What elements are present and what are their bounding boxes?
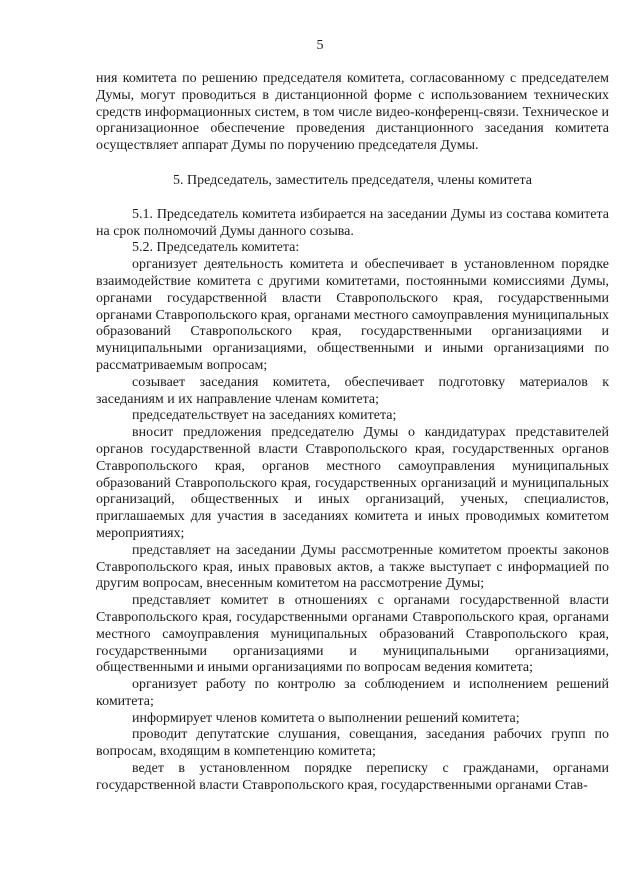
list-item: созывает заседания комитета, обеспечивает подготовку материалов к заседаниям и их направление членам комитета; [96,374,609,407]
list-item: председательствует на заседаниях комитета; [132,408,397,424]
list-item: ведет в установленном порядке переписку с гражданами, органами государственной власти Ставропольского края, государственными органами Став- [96,761,609,793]
list-item: представляет на заседании Думы рассмотренные комитетом проекты законов Ставропольского края, иных правовых актов, а также выступает с информацией по другим вопросам, внесенным комитетом на рассмотрение Думы; [96,542,609,592]
list-item: организует работу по контролю за соблюдением и исполнением решений комитета; [96,677,609,709]
document-body [96,71,609,795]
list-item: представляет комитет в отношениях с органами государственной власти Ставропольского края, государственными органами Ставропольского края, органами местного самоуправления муниципальных образований Ставропольского края, государственными организациями и муниципальными организациями, общественными и иными организациями по вопросам ведения комитета; [96,593,609,676]
list-item: вносит предложения председателю Думы о кандидатурах представителей органов государственной власти Ставропольского края, государственных органов Ставропольского края, органов местного самоуправления муниципальных образований Ставропольского края, государственных организаций и муниципальных организаций, общественных и иных организаций, ученых, специалистов, приглашаемых для участия в заседаниях комитета и иных проводимых комитетом мероприятиях; [96,425,609,541]
paragraph-continuation: ния комитета по решению председателя комитета, согласованному с председателем Думы, могут проводиться в дистанционной форме с использованием технических средств информационных систем, в том числе видео-конференц-связи. Техническое и организационное обеспечение проведения дистанционного заседания комитета осуществляет аппарат Думы по поручению председателя Думы. [96,71,609,154]
list-item: организует деятельность комитета и обеспечивает в установленном порядке взаимодействие комитета с другими комитетами, постоянными комиссиями Думы, органами государственной власти Ставропольского края, государственными органами Ставропольского края, органами местного самоуправления муниципальных образований Ставропольского края, государственными организациями и муниципальными организациями, общественными и иными организациями по рассматриваемым вопросам; [96,257,609,373]
list-item: информирует членов комитета о выполнении решений комитета; [132,710,520,726]
section-heading: 5. Председатель, заместитель председателя, члены комитета [173,172,532,188]
paragraph-5-1: 5.1. Председатель комитета избирается на заседании Думы из состава комитета на срок полномочий Думы данного созыва. [96,206,609,239]
page-number: 5 [316,38,324,53]
paragraph-5-2: 5.2. Председатель комитета: [132,240,300,256]
list-item: проводит депутатские слушания, совещания, заседания рабочих групп по вопросам, входящим в компетенцию комитета; [96,727,609,760]
